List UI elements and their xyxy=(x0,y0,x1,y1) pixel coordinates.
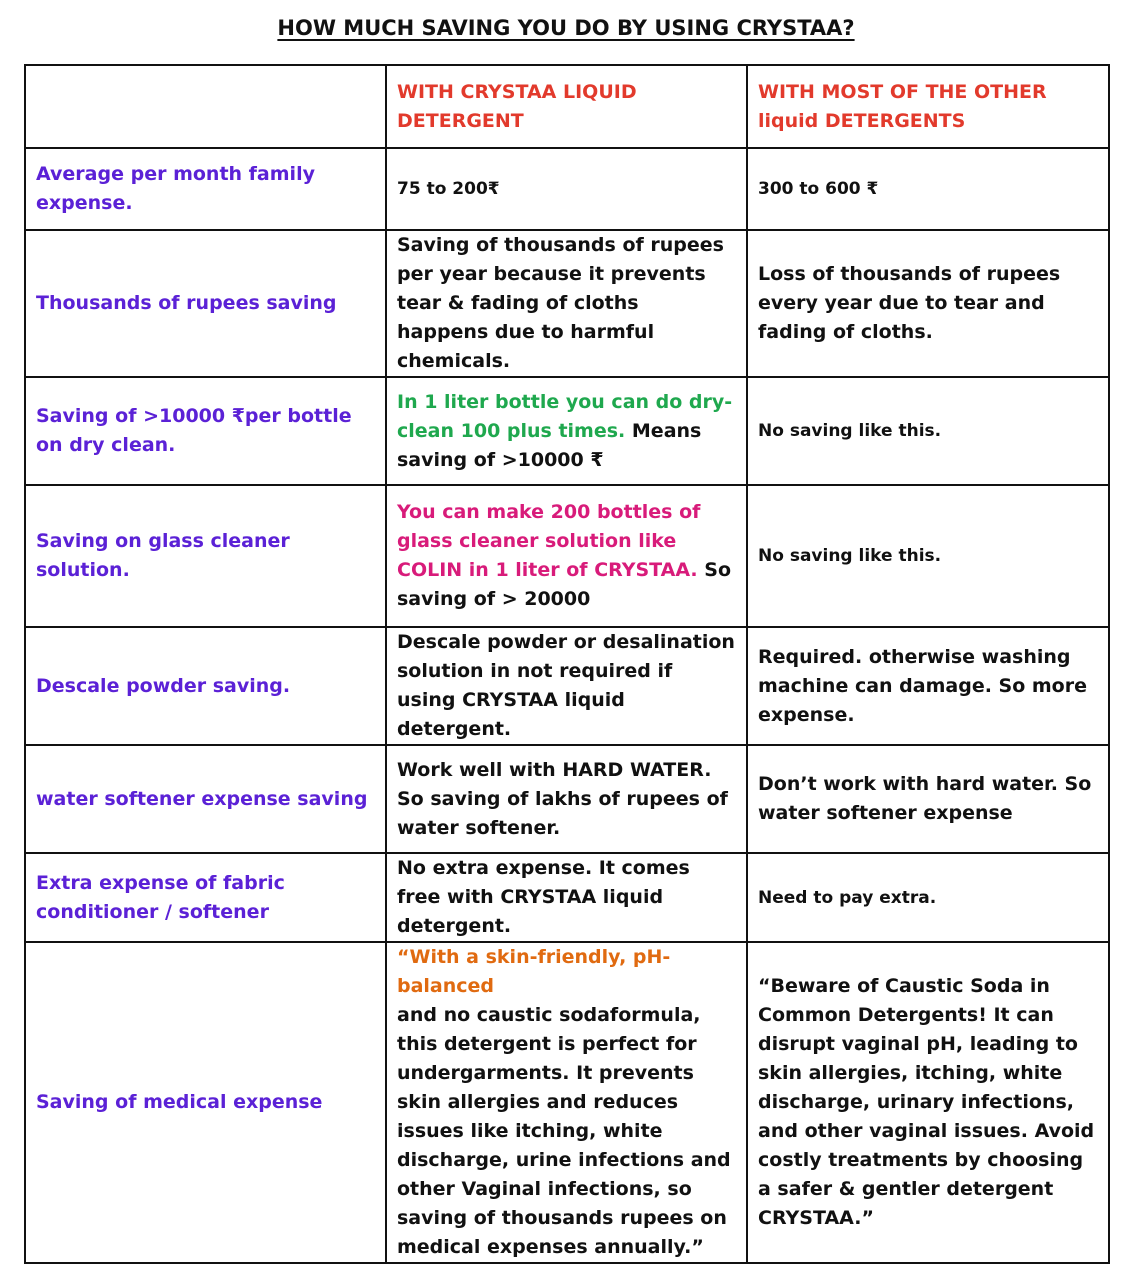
row-label: Descale powder saving. xyxy=(25,627,386,745)
header-empty-cell xyxy=(25,65,386,148)
others-cell: Loss of thousands of rupees every year due to tear and fading of cloths. xyxy=(747,230,1109,377)
comparison-table xyxy=(24,64,1110,1264)
row-label: Saving of medical expense xyxy=(25,942,386,1263)
highlight-text: In 1 liter bottle you can do dry-clean 100 plus times. xyxy=(397,390,733,442)
header-row xyxy=(25,65,1109,148)
others-cell: No saving like this. xyxy=(747,377,1109,485)
crystaa-cell xyxy=(386,942,747,1263)
crystaa-cell: Work well with HARD WATER. So saving of lakhs of rupees of water softener. xyxy=(386,745,747,853)
table-row xyxy=(25,942,1109,1263)
page-title: HOW MUCH SAVING YOU DO BY USING CRYSTAA? xyxy=(277,16,855,40)
row-label: Extra expense of fabric conditioner / softener xyxy=(25,853,386,942)
table-row xyxy=(25,377,1109,485)
header-others: WITH MOST OF THE OTHER liquid DETERGENTS xyxy=(747,65,1109,148)
body-text: So saving of > 20000 xyxy=(397,559,731,610)
row-label: Thousands of rupees saving xyxy=(25,230,386,377)
others-cell: No saving like this. xyxy=(747,485,1109,627)
body-text: and no caustic sodaformula, this detergent is perfect for undergarments. It prevents skin allergies and reduces issues like itching, white discharge, urine infections and other Vaginal infections, so saving of thousands rupees on medical expenses annually.” xyxy=(397,1004,731,1258)
row-label: Average per month family expense. xyxy=(25,148,386,230)
highlight-text: You can make 200 bottles of glass cleaner solution like COLIN in 1 liter of CRYSTAA. xyxy=(397,501,701,581)
table-row xyxy=(25,627,1109,745)
row-label: Saving on glass cleaner solution. xyxy=(25,485,386,627)
crystaa-cell xyxy=(386,377,747,485)
table-row xyxy=(25,853,1109,942)
crystaa-cell: Saving of thousands of rupees per year because it prevents tear & fading of cloths happens due to harmful chemicals. xyxy=(386,230,747,377)
others-cell: Need to pay extra. xyxy=(747,853,1109,942)
header-crystaa: WITH CRYSTAA LIQUID DETERGENT xyxy=(386,65,747,148)
others-cell: Don’t work with hard water. So water softener expense xyxy=(747,745,1109,853)
table-row xyxy=(25,485,1109,627)
crystaa-cell xyxy=(386,485,747,627)
crystaa-cell: 75 to 200₹ xyxy=(386,148,747,230)
row-label: Saving of >10000 ₹per bottle on dry clean. xyxy=(25,377,386,485)
table-row xyxy=(25,230,1109,377)
table-row xyxy=(25,745,1109,853)
row-label: water softener expense saving xyxy=(25,745,386,853)
crystaa-cell: No extra expense. It comes free with CRYSTAA liquid detergent. xyxy=(386,853,747,942)
others-cell: 300 to 600 ₹ xyxy=(747,148,1109,230)
others-cell: Required. otherwise washing machine can damage. So more expense. xyxy=(747,627,1109,745)
crystaa-cell: Descale powder or desalination solution in not required if using CRYSTAA liquid detergent. xyxy=(386,627,747,745)
others-cell: “Beware of Caustic Soda in Common Detergents! It can disrupt vaginal pH, leading to skin allergies, itching, white discharge, urinary infections, and other vaginal issues. Avoid costly treatments by choosing a safer & gentler detergent CRYSTAA.” xyxy=(747,942,1109,1263)
highlight-text: “With a skin-friendly, pH-balanced xyxy=(397,946,671,997)
table-row xyxy=(25,148,1109,230)
body-text: Means saving of >10000 ₹ xyxy=(397,419,702,471)
